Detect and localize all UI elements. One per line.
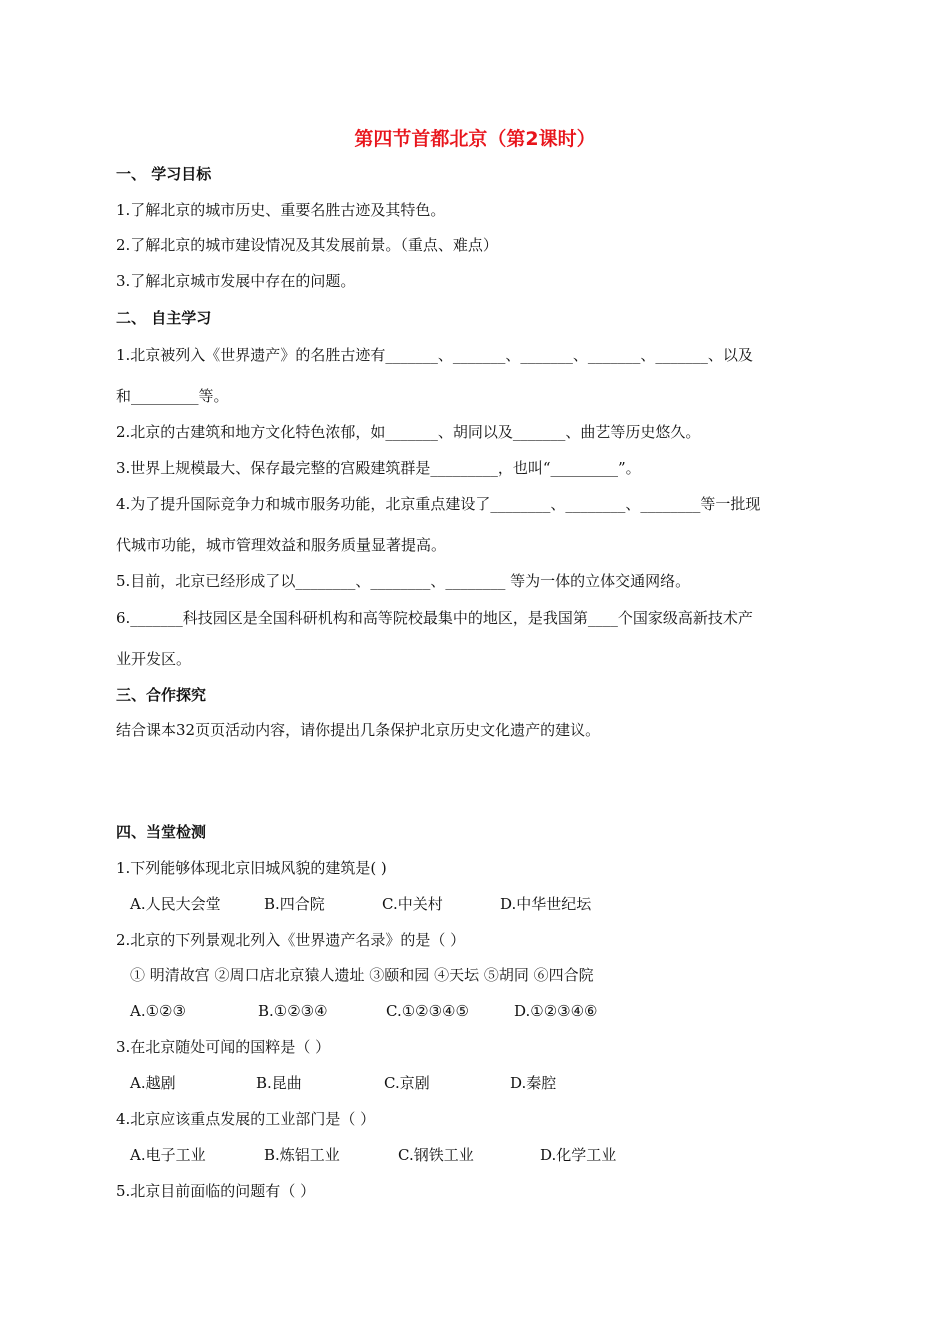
question-1-stem: 1.下列能够体现北京旧城风貌的建筑是( ) — [116, 859, 387, 877]
fill-in-line-9: 业开发区。 — [116, 650, 192, 668]
page-title: 第四节首都北京（第2课时） — [354, 128, 596, 150]
option-d: D.化学工业 — [540, 1146, 617, 1164]
fill-in-line-5: 4.为了提升国际竞争力和城市服务功能，北京重点建设了________、________、________等一批现 — [116, 495, 761, 513]
option-a: A.人民大会堂 — [130, 895, 221, 913]
option-b: B.炼铝工业 — [264, 1146, 340, 1164]
goal-item-2: 2.了解北京的城市建设情况及其发展前景。（重点、难点） — [116, 236, 498, 254]
option-c: C.中关村 — [382, 895, 443, 913]
option-d: D.中华世纪坛 — [500, 895, 592, 913]
question-2-options — [130, 1001, 642, 1021]
section-heading-quiz: 四、当堂检测 — [116, 823, 207, 841]
goal-item-1: 1.了解北京的城市历史、重要名胜古迹及其特色。 — [116, 201, 446, 219]
question-3-options — [130, 1073, 556, 1093]
question-2-stem: 2.北京的下列景观北列入《世界遗产名录》的是（ ） — [116, 931, 466, 949]
question-3-stem: 3.在北京随处可闻的国粹是（ ） — [116, 1038, 331, 1056]
option-b: B.四合院 — [264, 895, 325, 913]
option-d: D.秦腔 — [510, 1074, 557, 1092]
option-c: C.①②③④⑤ — [386, 1002, 469, 1020]
fill-in-line-8: 6._______科技园区是全国科研机构和高等院校最集中的地区，是我国第____个国家级高新技术产 — [116, 609, 753, 627]
goal-item-3: 3.了解北京城市发展中存在的问题。 — [116, 272, 356, 290]
option-a: A.电子工业 — [130, 1146, 206, 1164]
question-2-items: ① 明清故宫 ②周口店北京猿人遗址 ③颐和园 ④天坛 ⑤胡同 ⑥四合院 — [130, 966, 594, 984]
fill-in-line-6: 代城市功能，城市管理效益和服务质量显著提高。 — [116, 536, 447, 554]
section-heading-self-study: 二、 自主学习 — [116, 309, 212, 327]
question-4-stem: 4.北京应该重点发展的工业部门是（ ） — [116, 1110, 376, 1128]
section-heading-cooperation: 三、合作探究 — [116, 686, 207, 704]
question-1-options — [130, 894, 591, 914]
fill-in-line-4: 3.世界上规模最大、保存最完整的宫殿建筑群是_________，也叫“_________”。 — [116, 459, 641, 477]
cooperation-prompt: 结合课本32页页活动内容，请你提出几条保护北京历史文化遗产的建议。 — [116, 721, 601, 739]
section-heading-goals: 一、 学习目标 — [116, 165, 212, 183]
option-b: B.昆曲 — [256, 1074, 302, 1092]
option-d: D.①②③④⑥ — [514, 1002, 598, 1020]
option-c: C.京剧 — [384, 1074, 430, 1092]
option-c: C.钢铁工业 — [398, 1146, 474, 1164]
fill-in-line-1: 1.北京被列入《世界遗产》的名胜古迹有_______、_______、_______、_______、_______、以及 — [116, 346, 753, 364]
option-a: A.越剧 — [130, 1074, 176, 1092]
fill-in-line-3: 2.北京的古建筑和地方文化特色浓郁，如_______、胡同以及_______、曲艺等历史悠久。 — [116, 423, 701, 441]
fill-in-line-2: 和_________等。 — [116, 387, 229, 405]
option-a: A.①②③ — [130, 1002, 186, 1020]
option-b: B.①②③④ — [258, 1002, 328, 1020]
question-4-options — [130, 1145, 616, 1165]
fill-in-line-7: 5.目前，北京已经形成了以________、________、________ 等为一体的立体交通网络。 — [116, 572, 691, 590]
question-5-stem: 5.北京目前面临的问题有（ ） — [116, 1182, 316, 1200]
